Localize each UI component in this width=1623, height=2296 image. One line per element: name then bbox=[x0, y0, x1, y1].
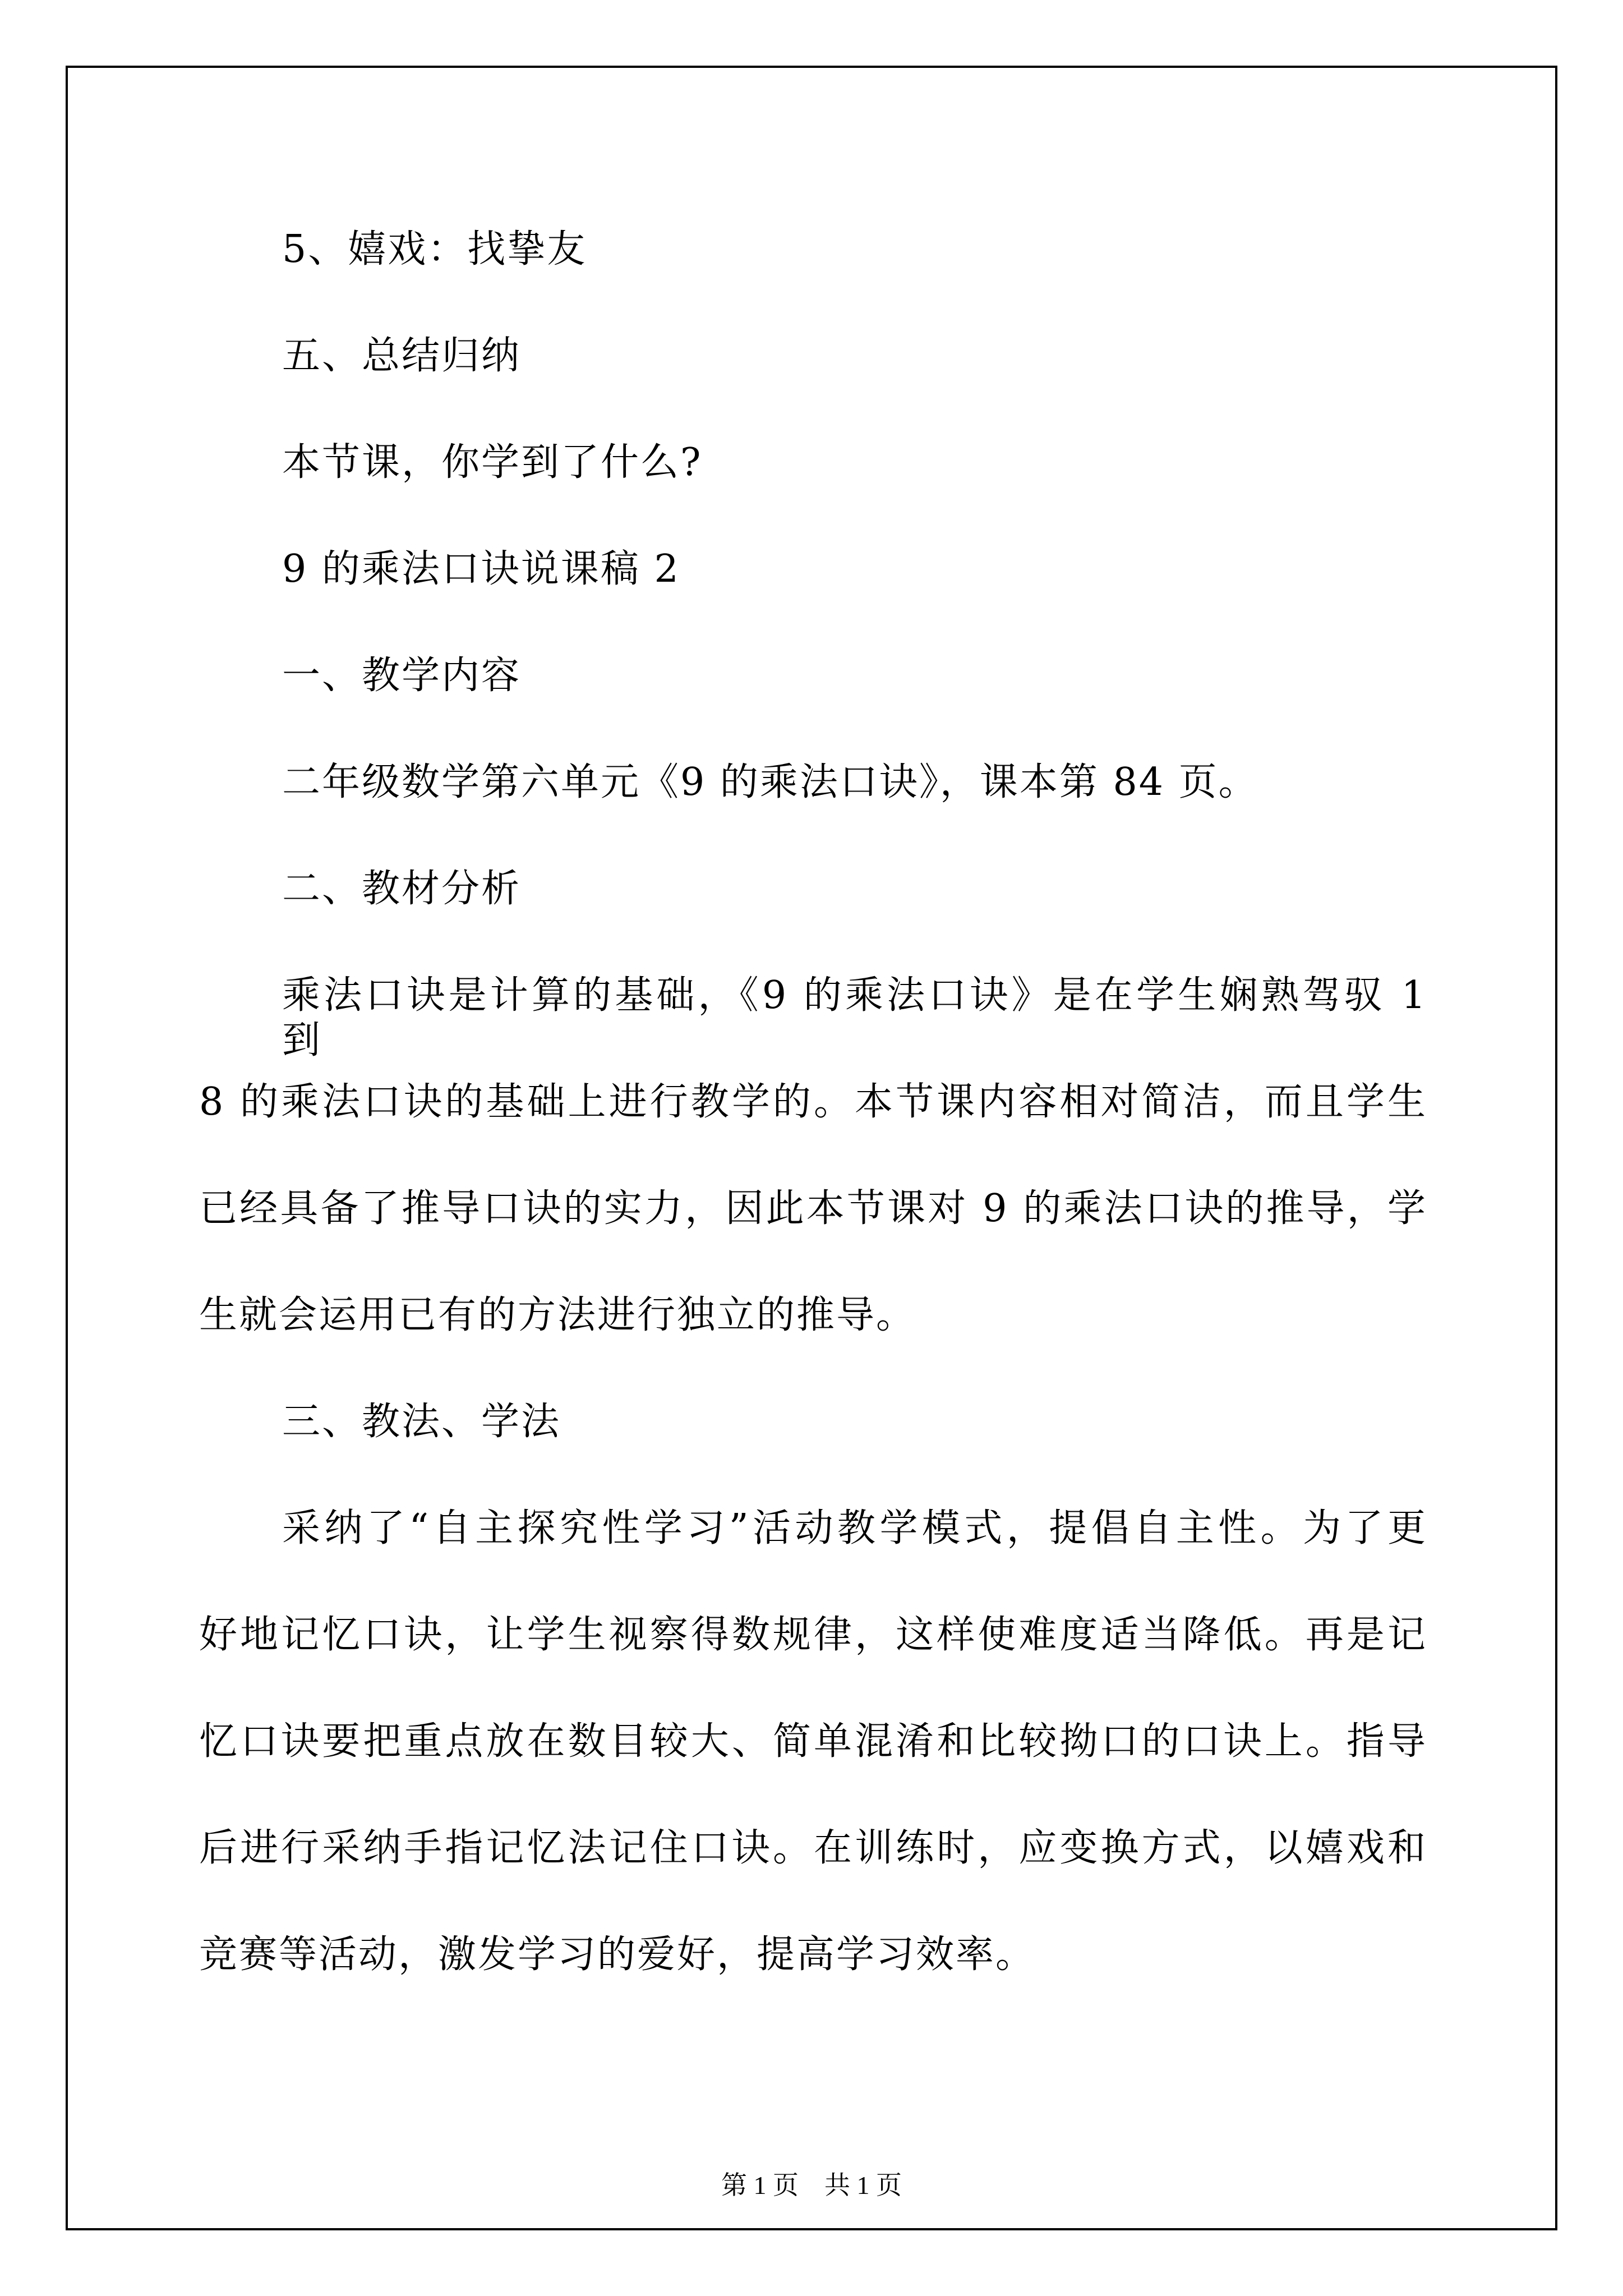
paragraph-line: 生就会运用已有的方法进行独立的推导。 bbox=[199, 1293, 916, 1337]
document-title: 9 的乘法口诀说课稿 2 bbox=[282, 547, 680, 591]
section-heading-methods: 三、教法、学法 bbox=[282, 1400, 561, 1444]
paragraph-line: 好地记忆口诀，让学生视察得数规律，这样使难度适当降低。再是记 bbox=[199, 1613, 1427, 1657]
paragraph-line: 乘法口诀是计算的基础，《9 的乘法口诀》是在学生娴熟驾驭 1 到 bbox=[282, 973, 1427, 1062]
section-heading-analysis: 二、教材分析 bbox=[282, 867, 522, 911]
list-item-game: 5、嬉戏：找挚友 bbox=[282, 227, 587, 272]
page-border bbox=[66, 66, 1557, 2230]
paragraph-line: 8 的乘法口诀的基础上进行教学的。本节课内容相对简洁，而且学生 bbox=[199, 1080, 1427, 1124]
page-footer: 第 1 页 共 1 页 bbox=[721, 2171, 902, 2200]
paragraph-line: 竞赛等活动，激发学习的爱好，提高学习效率。 bbox=[199, 1932, 1036, 1977]
paragraph-line: 已经具备了推导口诀的实力，因此本节课对 9 的乘法口诀的推导，学 bbox=[199, 1186, 1427, 1231]
paragraph-line: 忆口诀要把重点放在数目较大、简单混淆和比较拗口的口诀上。指导 bbox=[199, 1719, 1427, 1764]
section-heading-summary: 五、总结归纳 bbox=[282, 334, 522, 378]
paragraph-line: 二年级数学第六单元《9 的乘法口诀》，课本第 84 页。 bbox=[282, 760, 1258, 804]
question-text: 本节课，你学到了什么? bbox=[282, 440, 703, 485]
paragraph-line: 采纳了“自主探究性学习”活动教学模式，提倡自主性。为了更 bbox=[282, 1506, 1427, 1550]
section-heading-content: 一、教学内容 bbox=[282, 654, 522, 698]
paragraph-line: 后进行采纳手指记忆法记住口诀。在训练时，应变换方式，以嬉戏和 bbox=[199, 1826, 1427, 1870]
